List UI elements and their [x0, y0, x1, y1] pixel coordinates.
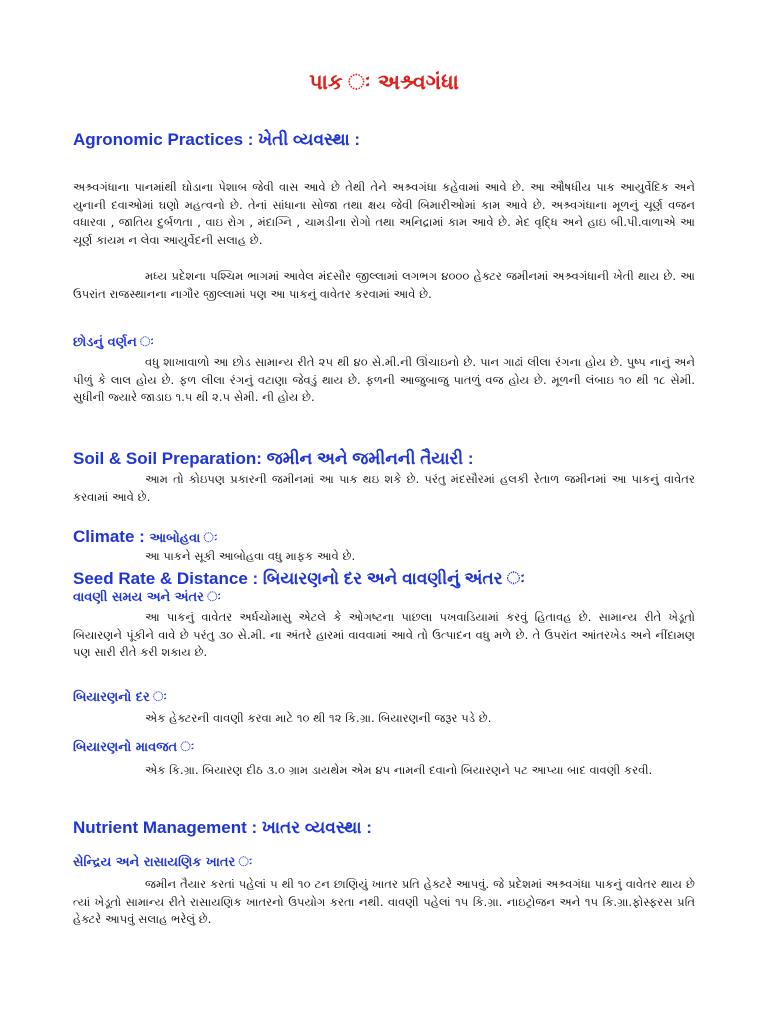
manure-heading: સેન્દ્રિય અને રાસાયણિક ખાતર ઃ	[73, 855, 253, 870]
page-title: પાક ઃ અશ્ર્વગંધા	[309, 70, 459, 94]
seed-treatment-paragraph: એક કિ.ગ્રા. બિયારણ દીઠ ૩.૦ ગ્રામ ડાયથેમ એમ ૪૫ નામની દવાનો બિયારણને પટ આપ્યા બાદ વાવણી કરવી.	[145, 763, 653, 777]
seed-rate-paragraph: એક હેક્ટરની વાવણી કરવા માટે ૧૦ થી ૧૨ કિ.ગ્રા. બિયારણની જરૂર પડે છે.	[145, 711, 492, 725]
nutrient-heading: Nutrient Management : ખાતર વ્યવસ્થા :	[73, 818, 372, 837]
manure-paragraph: જમીન તૈયાર કરતાં પહેલાં ૫ થી ૧૦ ટન છાણિયું ખાતર પ્રતિ હેક્ટરે આપવું. જે પ્રદેશમાં અશ્ર્વગંધા પાકનું વાવેતર થાય છે ત્યાં ખેડૂતો સામાન્ય રીતે રાસાયણિક ખાતરનો ઉપયોગ કરતા નથી. વાવણી પહેલાં ૧૫ કિ.ગ્રા. નાઇટ્રોજન અને ૧૫ કિ.ગ્રા.ફોસ્ફરસ પ્રતિ હેક્ટરે આપવું સલાહ ભરેલું છે.	[73, 877, 695, 927]
climate-heading	[73, 527, 218, 547]
sowing-time-heading: વાવણી સમય અને અંતર ઃ	[73, 590, 222, 605]
sowing-paragraph: આ પાકનું વાવેતર અર્ધચોમાસુ એટલે કે ઓગષ્ટના પાછલા પખવાડિયામાં કરવું હિતાવહ છે. સામાન્ય રીતે ખેડૂતો બિયારણને પૂંકીને વાવે છે પરંતુ ૩૦ સે.મી. ના અંતરે હારમાં વાવવામાં આવે તો ઉત્પાદન વધુ મળે છે. તે ઉપરાંત આંતરખેડ અને નીંદામણ પણ સારી રીતે કરી શકાય છે.	[73, 610, 695, 660]
seed-rate-distance-heading: Seed Rate & Distance : બિયારણનો દર અને વાવણીનું અંતર ઃ	[73, 569, 526, 588]
seed-rate-heading: બિયારણનો દર ઃ	[73, 690, 167, 705]
agronomic-paragraph-2: મધ્ય પ્રદેશના પશ્ચિમ ભાગમાં આવેલ મંદસૌર જીલ્લામાં લગભગ ૪૦૦૦ હેક્ટર જમીનમાં અશ્ર્વગંધાની ખેતી થાય છે. આ ઉપરાંત રાજસ્થાનના નાગૌર જીલ્લામાં પણ આ પાકનું વાવેતર કરવામાં આવે છે.	[73, 269, 695, 301]
agronomic-paragraph-1: અશ્ર્વગંધાના પાનમાંથી ઘોડાના પેશાબ જેવી વાસ આવે છે તેથી તેને અશ્ર્વગંધા કહેવામાં આવે છે. આ ઔષધીય પાક આયુર્વેદિક અને યુનાની દવાઓમાં ઘણો મહત્વનો છે. તેનાં સાંધાના સોજા તથા ક્ષય જેવી બિમારીઓમાં કામ આવે છે. અશ્ર્વગંધાના મૂળનું ચૂર્ણ વજન વધારવા , જાતિય દુર્બળતા , વાઇ રોગ , મંદાગ્નિ , ચામડીના રોગો તથા અનિદ્રામાં કામ આવે છે. મેદ વૃદ્ધિ અને હાઇ બી.પી.વાળાએ આ ચૂર્ણ કાયમ ન લેવા આયુર્વેદની સલાહ છે.	[73, 180, 695, 247]
soil-heading: Soil & Soil Preparation: જમીન અને જમીનની તૈયારી :	[73, 449, 474, 468]
climate-paragraph: આ પાકને સૂકી આબોહવા વધુ માફક આવે છે.	[145, 549, 356, 563]
plant-description-heading: છોડનું વર્ણન ઃ	[73, 335, 155, 350]
climate-heading-en: Climate :	[73, 527, 150, 546]
soil-paragraph: આમ તો કોઇપણ પ્રકારની જમીનમાં આ પાક થઇ શકે છે. પરંતુ મંદસૌરમાં હલકી રેતાળ જમીનમાં આ પાકનું વાવેતર કરવામાં આવે છે.	[73, 472, 695, 504]
climate-heading-gu: આબોહવા ઃ	[149, 531, 218, 546]
agronomic-heading: Agronomic Practices : ખેતી વ્યવસ્થા :	[73, 130, 361, 149]
plant-description-paragraph: વધુ શાખાવાળો આ છોડ સામાન્ય રીતે ૨૫ થી ૪૦ સે.મી.ની ઊંચાઇનો છે. પાન ગાઢાં લીલા રંગના હોય છે. પુષ્પ નાનું અને પીળું કે લાલ હોય છે. ફળ લીલા રંગનું વટાણા જેવડું થાય છે. ફળની આજુબાજુ પાતળું વજ હોય છે. મૂળની લંબાઇ ૧૦ થી ૧૮ સેમી. સુધીની જ્યારે જાડાઇ ૧.૫ થી ૨.૫ સેમી. ની હોય છે.	[73, 355, 695, 405]
seed-treatment-heading: બિયારણનો માવજત ઃ	[73, 740, 195, 755]
